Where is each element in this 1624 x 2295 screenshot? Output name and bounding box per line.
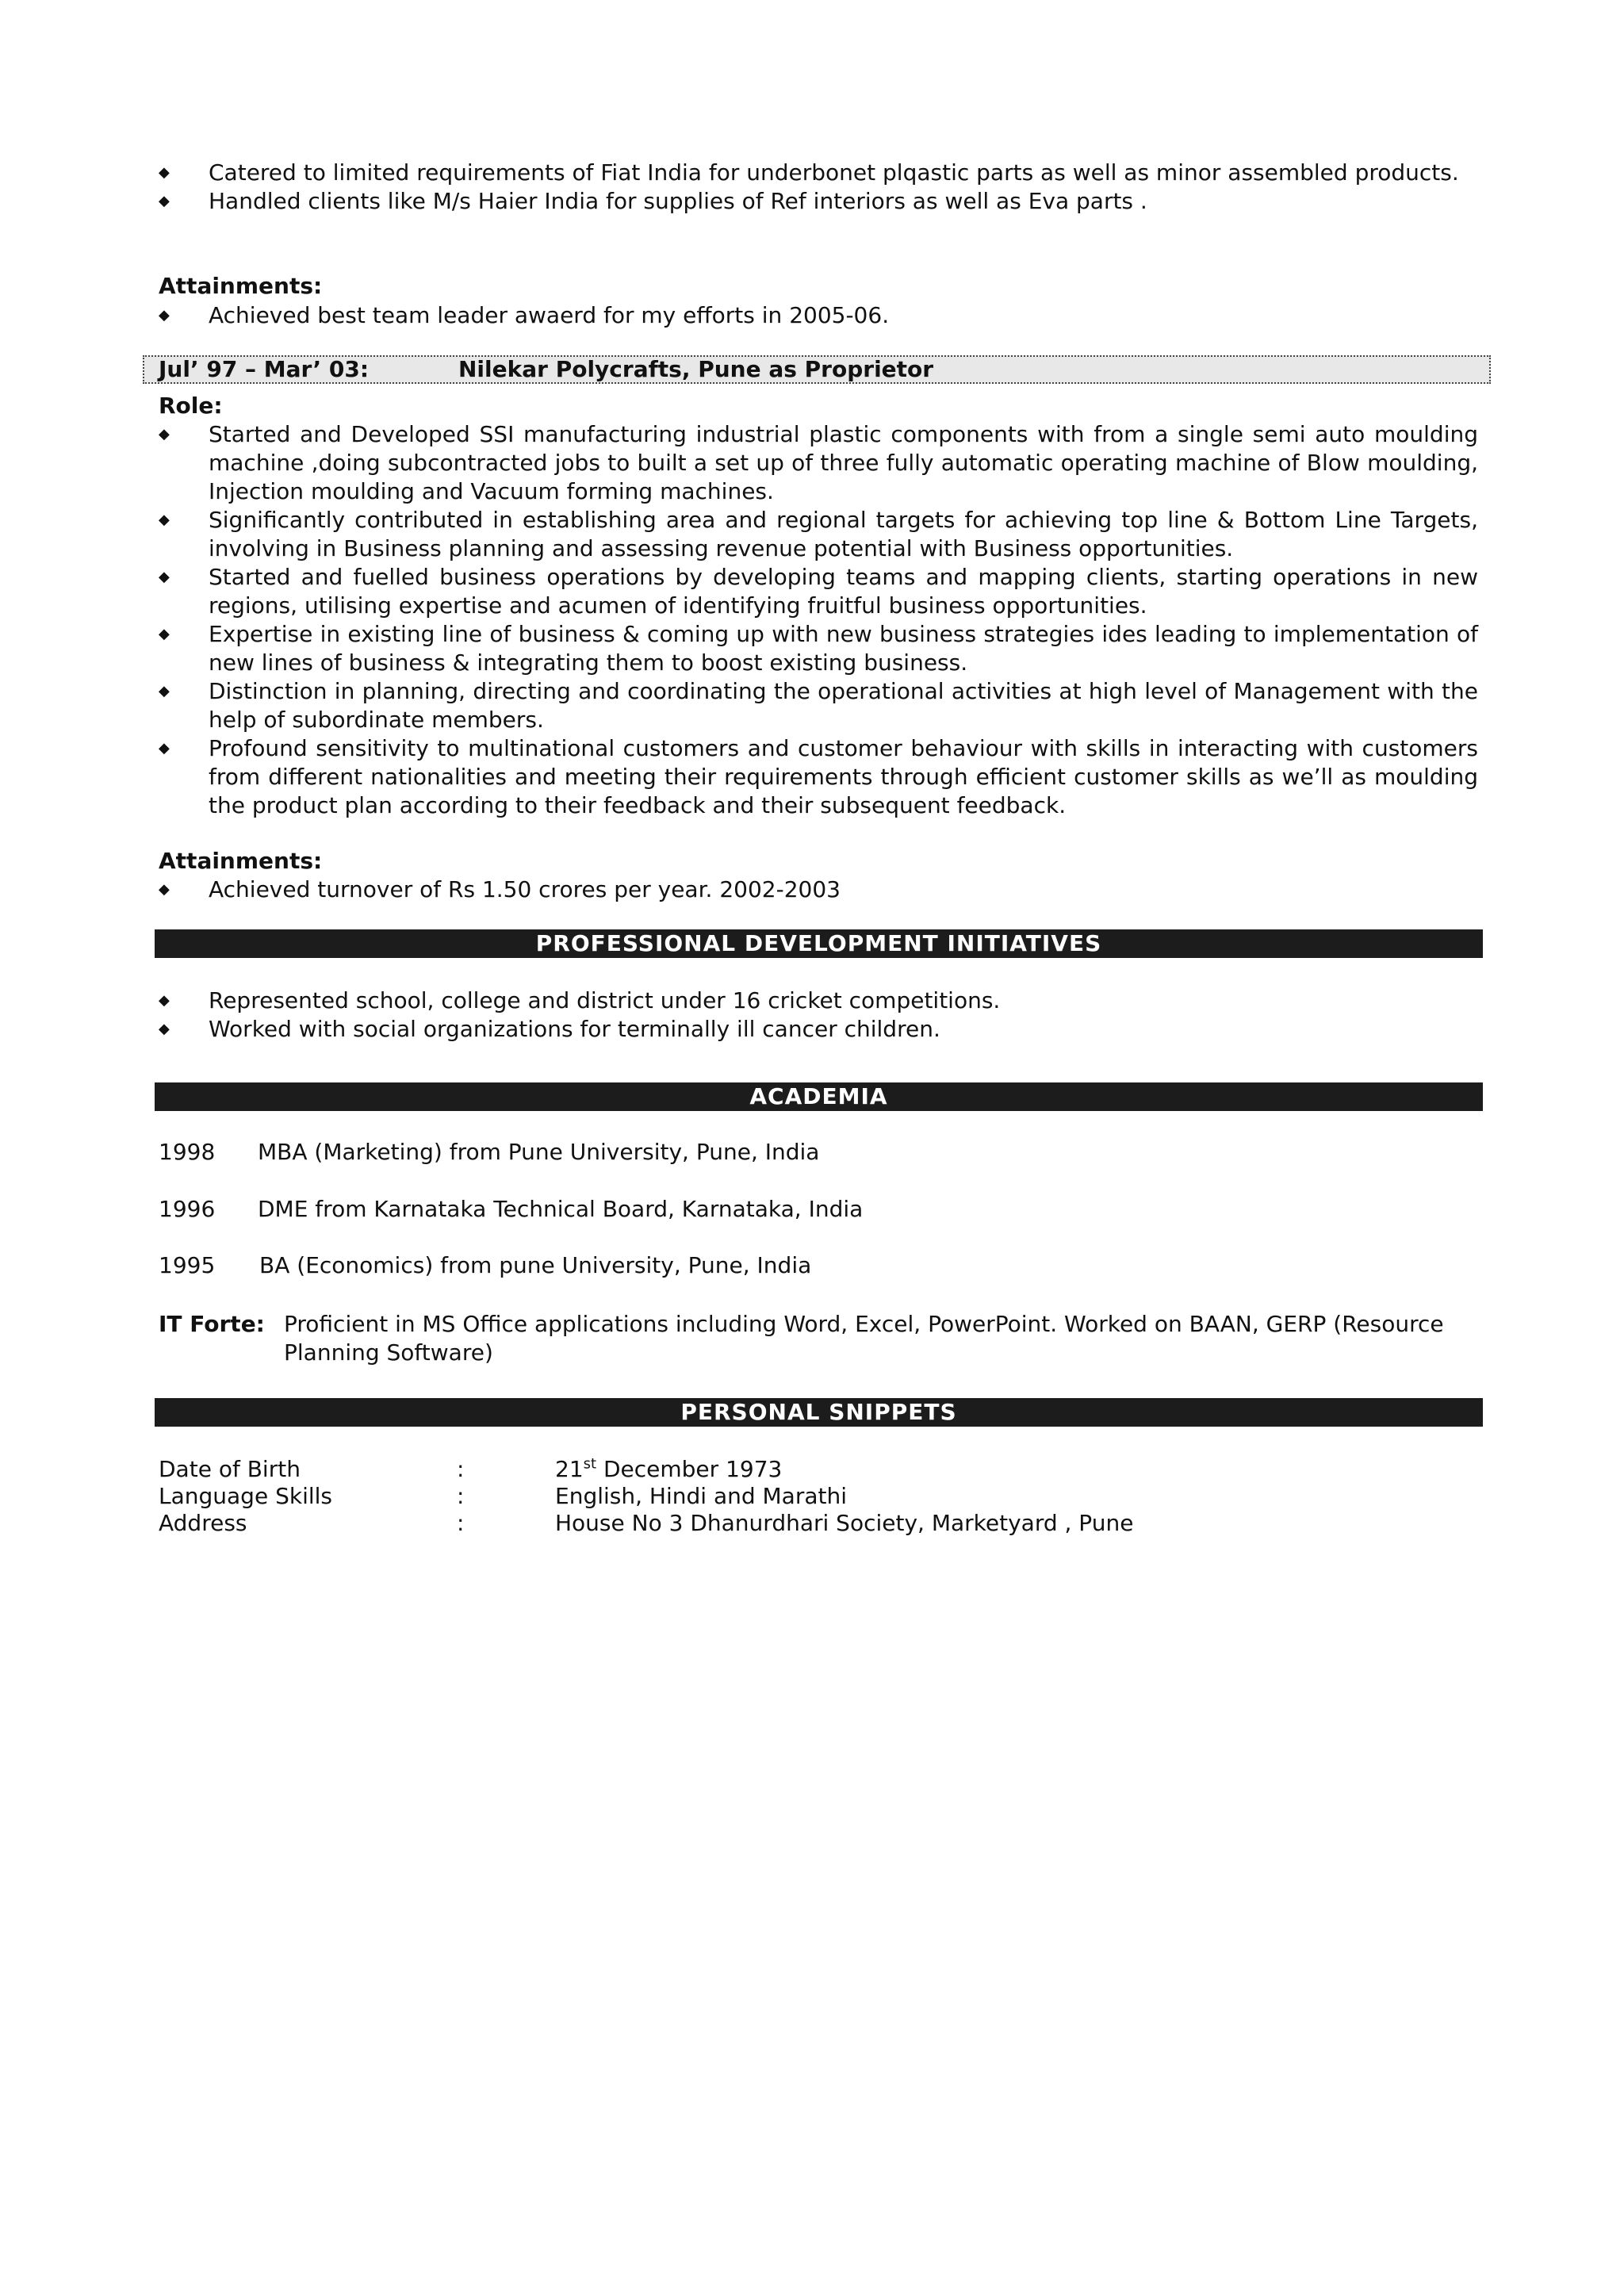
bullet-icon: ◆ [159, 569, 170, 585]
role-heading: Role: [159, 393, 223, 419]
job-company: Nilekar Polycrafts, Pune as Proprietor [458, 356, 934, 382]
it-forte [159, 1310, 1475, 1367]
dob-label: Date of Birth [159, 1456, 301, 1482]
separator: : [457, 1483, 465, 1509]
it-forte-text: Proficient in MS Office applications including Word, Excel, PowerPoint. Worked on BAAN, GERP (Resource Planning Software) [284, 1311, 1444, 1366]
attainments-heading: Attainments: [159, 273, 323, 299]
list-item: ◆ Represented school, college and district under 16 cricket competitions. [159, 987, 1001, 1013]
academia-degree: DME from Karnataka Technical Board, Karnataka, India [258, 1196, 864, 1222]
academia-degree: BA (Economics) from pune University, Pune, India [259, 1252, 812, 1278]
pdi-list [159, 987, 1478, 1044]
section-header-personal: PERSONAL SNIPPETS [155, 1398, 1483, 1427]
bullet-icon: ◆ [159, 307, 170, 324]
attainments-list [159, 875, 1478, 904]
list-item: ◆ Started and Developed SSI manufacturing industrial plastic components with from a single semi auto moulding machine ,doing subcontracted jobs to built a set up of three fully automatic operating machine of Blow moulding, Injection moulding and Vacuum forming machines. [159, 421, 1478, 504]
bullet-icon: ◆ [159, 1021, 170, 1037]
list-item: ◆ Achieved best team leader awaerd for my efforts in 2005-06. [159, 302, 890, 328]
list-item: ◆ Worked with social organizations for terminally ill cancer children. [159, 1016, 940, 1042]
address-label: Address [159, 1510, 247, 1536]
previous-role-bullets [159, 159, 1478, 216]
address-value: House No 3 Dhanurdhari Society, Marketyard , Pune [555, 1510, 1134, 1536]
separator: : [457, 1456, 465, 1482]
section-header-pdi: PROFESSIONAL DEVELOPMENT INITIATIVES [155, 929, 1483, 958]
list-item: ◆ Significantly contributed in establishing area and regional targets for achieving top line & Bottom Line Targets, involving in Business planning and assessing revenue potential with Business opportunities. [159, 507, 1478, 561]
bullet-icon: ◆ [159, 740, 170, 757]
job-header-bar [143, 355, 1491, 384]
list-item: ◆ Started and fuelled business operations by developing teams and mapping clients, starting operations in new regions, utilising expertise and acumen of identifying fruitful business opportunities. [159, 564, 1478, 619]
academia-year: 1995 [159, 1252, 216, 1278]
dob-value: 21st December 1973 [555, 1455, 783, 1482]
bullet-icon: ◆ [159, 626, 170, 642]
list-item: ◆ Achieved turnover of Rs 1.50 crores per year. 2002-2003 [159, 876, 841, 902]
academia-entry [159, 1138, 819, 1167]
separator: : [457, 1510, 465, 1536]
academia-entry [159, 1195, 863, 1224]
list-item: ◆ Profound sensitivity to multinational customers and customer behaviour with skills in interacting with customers from different nationalities and meeting their requirements through efficient customer skills as we’ll as moulding the product plan according to their feedback and their subsequent feedback. [159, 735, 1478, 818]
list-item: ◆ Distinction in planning, directing and coordinating the operational activities at high level of Management with the help of subordinate members. [159, 678, 1478, 733]
list-item: ◆ Expertise in existing line of business & coming up with new business strategies ides leading to implementation of new lines of business & integrating them to boost existing business. [159, 621, 1478, 676]
bullet-icon: ◆ [159, 193, 170, 209]
list-item: ◆ Catered to limited requirements of Fiat India for underbonet plqastic parts as well as minor assembled products. [159, 159, 1459, 186]
list-item: ◆ Handled clients like M/s Haier India for supplies of Ref interiors as well as Eva parts . [159, 188, 1147, 214]
academia-year: 1996 [159, 1196, 216, 1222]
bullet-icon: ◆ [159, 881, 170, 898]
academia-year: 1998 [159, 1139, 216, 1165]
language-value: English, Hindi and Marathi [555, 1483, 848, 1509]
language-label: Language Skills [159, 1483, 332, 1509]
academia-degree: MBA (Marketing) from Pune University, Pune, India [258, 1139, 820, 1165]
bullet-icon: ◆ [159, 426, 170, 443]
job-period: Jul’ 97 – Mar’ 03: [159, 356, 370, 382]
bullet-icon: ◆ [159, 992, 170, 1009]
bullet-icon: ◆ [159, 511, 170, 528]
attainments-heading: Attainments: [159, 848, 323, 874]
role-list [159, 420, 1478, 820]
attainments-list [159, 301, 1478, 330]
bullet-icon: ◆ [159, 683, 170, 699]
it-forte-label: IT Forte: [159, 1311, 265, 1337]
academia-entry [159, 1251, 811, 1280]
section-header-academia: ACADEMIA [155, 1082, 1483, 1111]
bullet-icon: ◆ [159, 164, 170, 181]
